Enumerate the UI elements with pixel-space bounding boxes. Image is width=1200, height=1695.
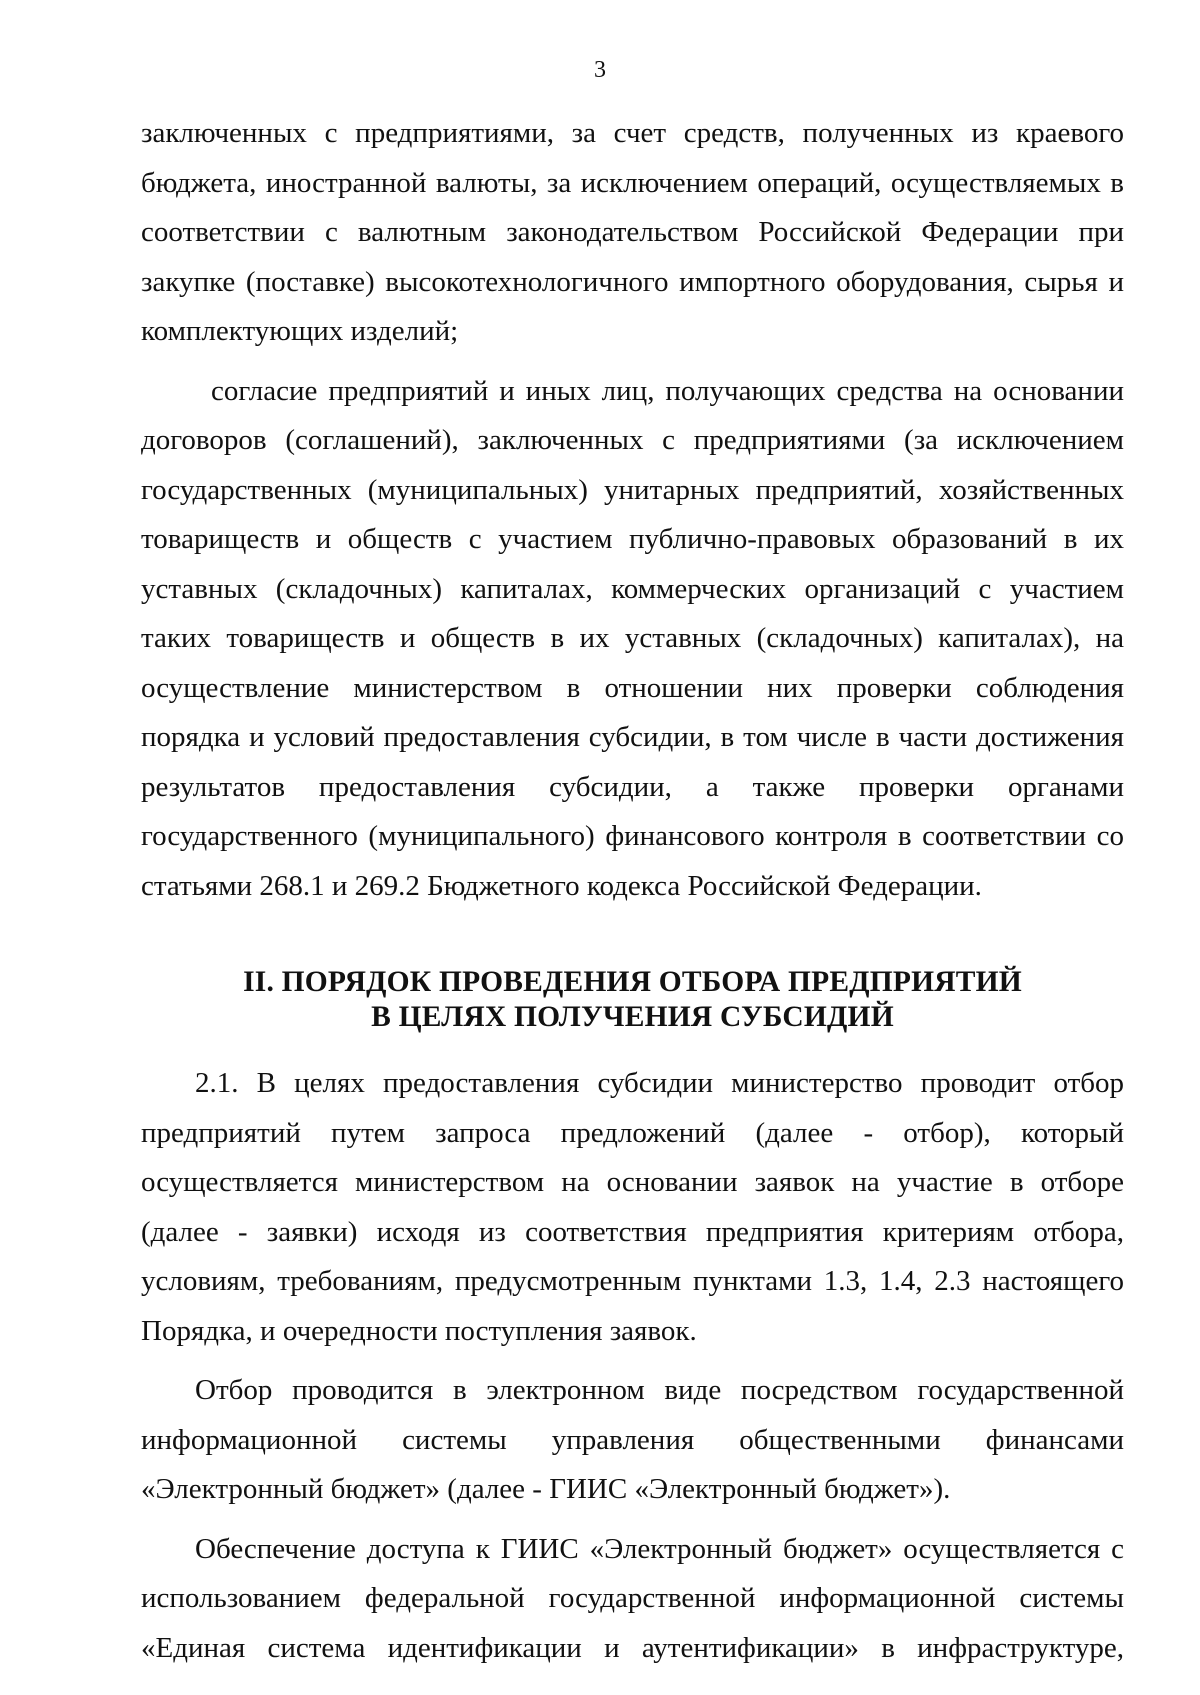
section-heading-line1: II. ПОРЯДОК ПРОВЕДЕНИЯ ОТБОРА ПРЕДПРИЯТИЙ [243, 966, 1022, 998]
section-heading [141, 965, 1124, 1035]
document-body [141, 109, 1124, 1673]
paragraph-consent: согласие предприятий и иных лиц, получающих средства на основании договоров (соглашений), заключенных с предприятиями (за исключением государственных (муниципальных) унитарных предприятий, хозяйственных товариществ и обществ с участием публично-правовых образований в их уставных (складочных) капиталах, коммерческих организаций с участием таких товариществ и обществ в их уставных (складочных) капиталах), на осуществление министерством в отношении них проверки соблюдения порядка и условий предоставления субсидии, в том числе в части достижения результатов предоставления субсидии, а также проверки органами государственного (муниципального) финансового контроля в соответствии со статьями 268.1 и 269.2 Бюджетного кодекса Российской Федерации. [141, 374, 1124, 902]
paragraph-access: Обеспечение доступа к ГИИС «Электронный бюджет» осуществляется с использованием федеральной государственной информационной системы «Единая система идентификации и аутентификации» в инфраструктуре, [141, 1532, 1124, 1664]
page-number: 3 [594, 57, 606, 83]
section-heading-line2: В ЦЕЛЯХ ПОЛУЧЕНИЯ СУБСИДИЙ [371, 1001, 894, 1033]
paragraph-electronic-form: Отбор проводится в электронном виде посредством государственной информационной системы управления общественными финансами «Электронный бюджет» (далее - ГИИС «Электронный бюджет»). [141, 1374, 1124, 1505]
paragraph-continuation: заключенных с предприятиями, за счет средств, полученных из краевого бюджета, иностранной валюты, за исключением операций, осуществляемых в соответствии с валютным законодательством Российской Федерации при закупке (поставке) высокотехнологичного импортного оборудования, сырья и комплектующих изделий; [141, 117, 1124, 347]
paragraph-2-1: 2.1. В целях предоставления субсидии министерство проводит отбор предприятий путем запроса предложений (далее - отбор), который осуществляется министерством на основании заявок на участие в отборе (далее - заявки) исходя из соответствия предприятия критериям отбора, условиям, требованиям, предусмотренным пунктами 1.3, 1.4, 2.3 настоящего Порядка, и очередности поступления заявок. [141, 1067, 1124, 1347]
